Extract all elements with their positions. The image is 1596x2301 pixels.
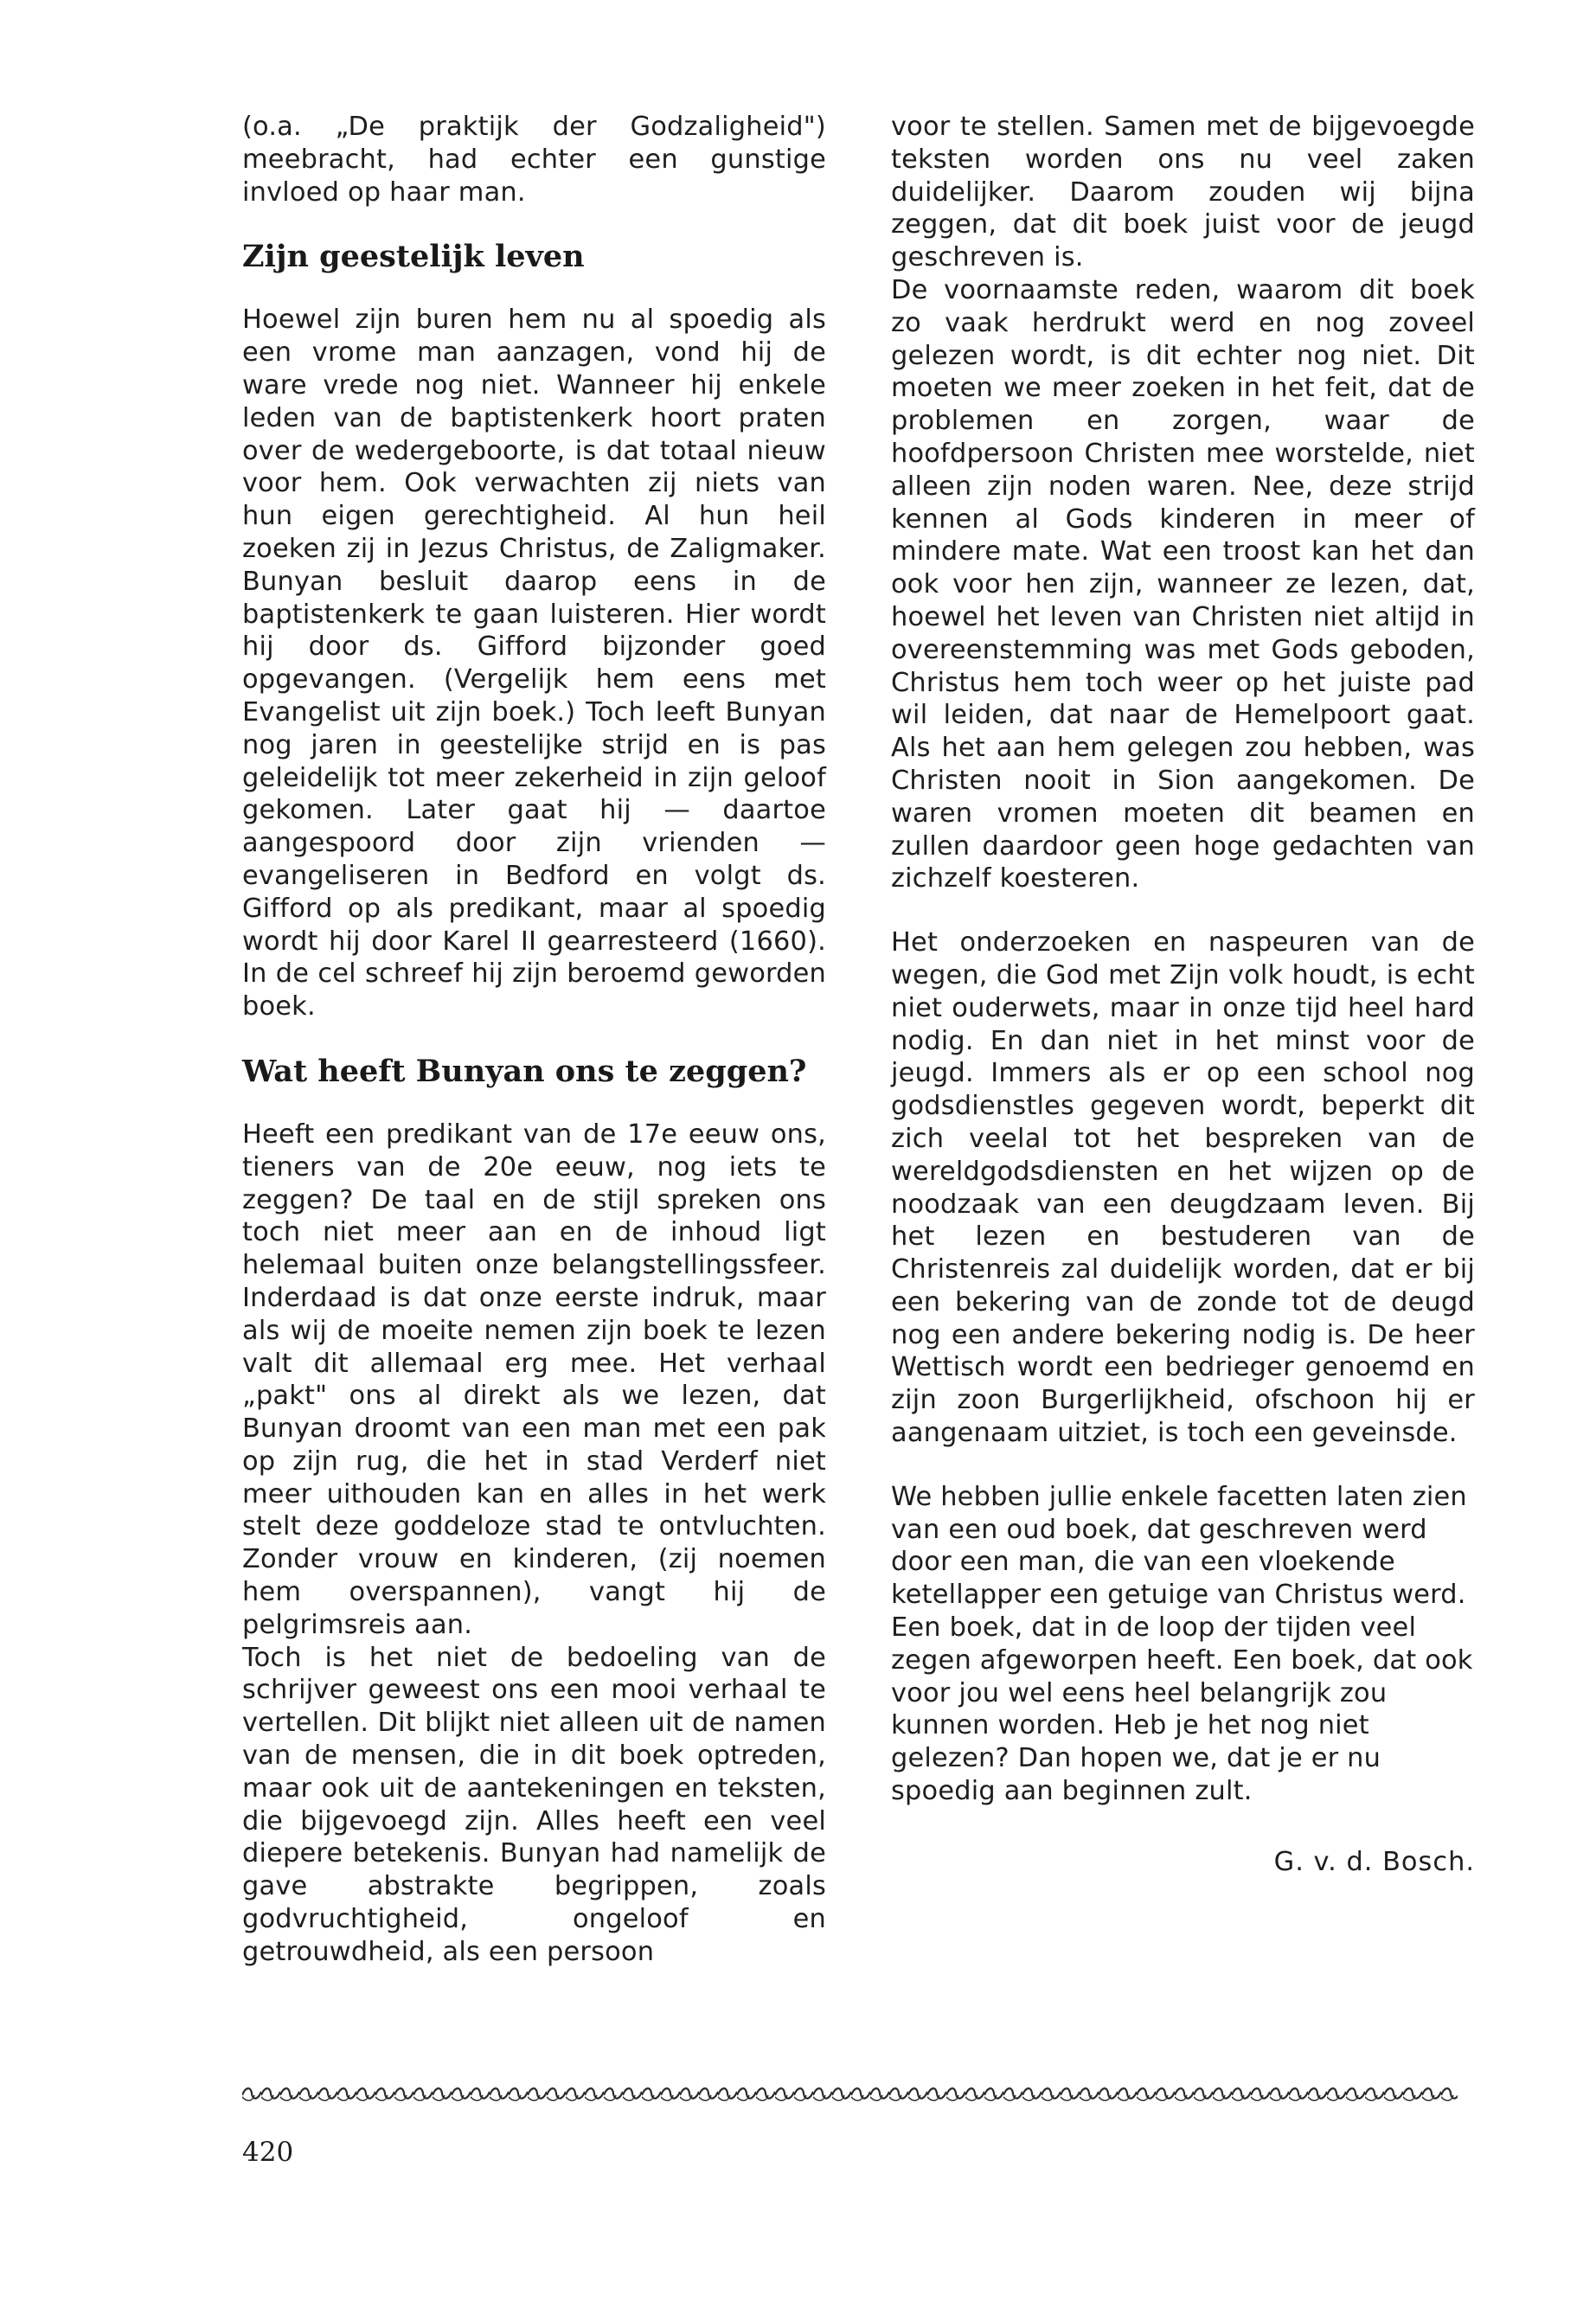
- paragraph-conclusion: We hebben jullie enkele facetten laten zien van een oud boek, dat geschreven werd door een man, die van een vloekende ketellapper een getuige van Christus werd. Een boek, dat in de loop der tijden veel zegen afgeworpen heeft. Een boek, dat ook voor jou wel eens heel belangrijk zou kunnen worden. Heb je het nog niet gelezen? Dan hopen we, dat je er nu spoedig aan beginnen zult.: [891, 1481, 1473, 1807]
- right-column: [891, 111, 1475, 1879]
- decorative-border-ornament: [242, 2083, 1458, 2104]
- paragraph-spiritual-life: Hoewel zijn buren hem nu al spoedig als een vrome man aanzagen, vond hij de ware vrede nog niet. Wanneer hij enkele leden van de baptistenkerk hoort praten over de wedergeboorte, is dat totaal nieuw voor hem. Ook verwachten zij niets van hun eigen gerechtigheid. Al hun heil zoeken zij in Jezus Christus, de Zaligmaker. Bunyan besluit daarop eens in de baptistenkerk te gaan luisteren. Hier wordt hij door ds. Gifford bijzonder goed opgevangen. (Vergelijk hem eens met Evangelist uit zijn boek.) Toch leeft Bunyan nog jaren in geestelijke strijd en is pas geleidelijk tot meer zekerheid in zijn geloof gekomen. Later gaat hij — daartoe aangespoord door zijn vrienden — evangeliseren in Bedford en volgt ds. Gifford op als predikant, maar al spoedig wordt hij door Karel II gearresteerd (1660). In de cel schreef hij zijn beroemd geworden boek.: [242, 304, 826, 1022]
- page-number: 420: [242, 2137, 294, 2168]
- intro-paragraph: (o.a. „De praktijk der Godzaligheid") meebracht, had echter een gunstige invloed op haar man.: [242, 112, 826, 208]
- section-heading-spiritual-life: Zijn geestelijk leven: [242, 239, 585, 275]
- paragraph-gap: [891, 895, 1475, 926]
- section-heading-bunyan-message: Wat heeft Bunyan ons te zeggen?: [242, 1053, 807, 1089]
- paragraph-continuation: voor te stellen. Samen met de bijgevoegde teksten worden ons nu veel zaken duidelijker. Daarom zouden wij bijna zeggen, dat dit boek juist voor de jeugd geschreven is.: [891, 112, 1475, 273]
- author-signature: G. v. d. Bosch.: [1273, 1846, 1475, 1877]
- paragraph-bunyan-message: Heeft een predikant van de 17e eeuw ons, tieners van de 20e eeuw, nog iets te zeggen? De taal en de stijl spreken ons toch niet meer aan en de inhoud ligt helemaal buiten onze belangstellingssfeer. Inderdaad is dat onze eerste indruk, maar als wij de moeite nemen zijn boek te lezen valt dit allemaal erg mee. Het verhaal „pakt" ons al direkt als we lezen, dat Bunyan droomt van een man met een pak op zijn rug, die het in stad Verderf niet meer uithouden kan en alles in het werk stelt deze goddeloze stad te ontvluchten. Zonder vrouw en kinderen, (zij noemen hem overspannen), vangt hij de pelgrimsreis aan.: [242, 1118, 826, 1640]
- paragraph-gap: [891, 1450, 1475, 1481]
- paragraph-deeper-meaning: Toch is het niet de bedoeling van de schrijver geweest ons een mooi verhaal te vertellen. Dit blijkt niet alleen uit de namen van de mensen, die in dit boek optreden, maar ook uit de aantekeningen en teksten, die bijgevoegd zijn. Alles heeft een veel diepere betekenis. Bunyan had namelijk de gave abstrakte begrippen, zoals godvruchtigheid, ongeloof en getrouwdheid, als een persoon: [242, 1642, 826, 1967]
- paragraph-investigation: Het onderzoeken en naspeuren van de wegen, die God met Zijn volk houdt, is echt niet ouderwets, maar in onze tijd heel hard nodig. En dan niet in het minst voor de jeugd. Immers als er op een school nog godsdienstles gegeven wordt, beperkt dit zich veelal tot het bespreken van de wereldgodsdiensten en het wijzen op de noodzaak van een deugdzaam leven. Bij het lezen en bestuderen van de Christenreis zal duidelijk worden, dat er bij een bekering van de zonde tot de deugd nog een andere bekering nodig is. De heer Wettisch wordt een bedrieger genoemd en zijn zoon Burgerlijkheid, ofschoon hij er aangenaam uitziet, is toch een geveinsde.: [891, 927, 1475, 1449]
- left-column: [242, 111, 826, 1969]
- paragraph-main-reason: De voornaamste reden, waarom dit boek zo vaak herdrukt werd en nog zoveel gelezen wordt, is dit echter nog niet. Dit moeten we meer zoeken in het feit, dat de problemen en zorgen, waar de hoofdpersoon Christen mee worstelde, niet alleen zijn noden waren. Nee, deze strijd kennen al Gods kinderen in meer of mindere mate. Wat een troost kan het dan ook voor hen zijn, wanneer ze lezen, dat, hoewel het leven van Christen niet altijd in overeenstemming was met Gods geboden, Christus hem toch weer op het juiste pad wil leiden, dat naar de Hemelpoort gaat. Als het aan hem gelegen zou hebben, was Christen nooit in Sion aangekomen. De waren vromen moeten dit beamen en zullen daardoor geen hoge gedachten van zichzelf koesteren.: [891, 274, 1475, 894]
